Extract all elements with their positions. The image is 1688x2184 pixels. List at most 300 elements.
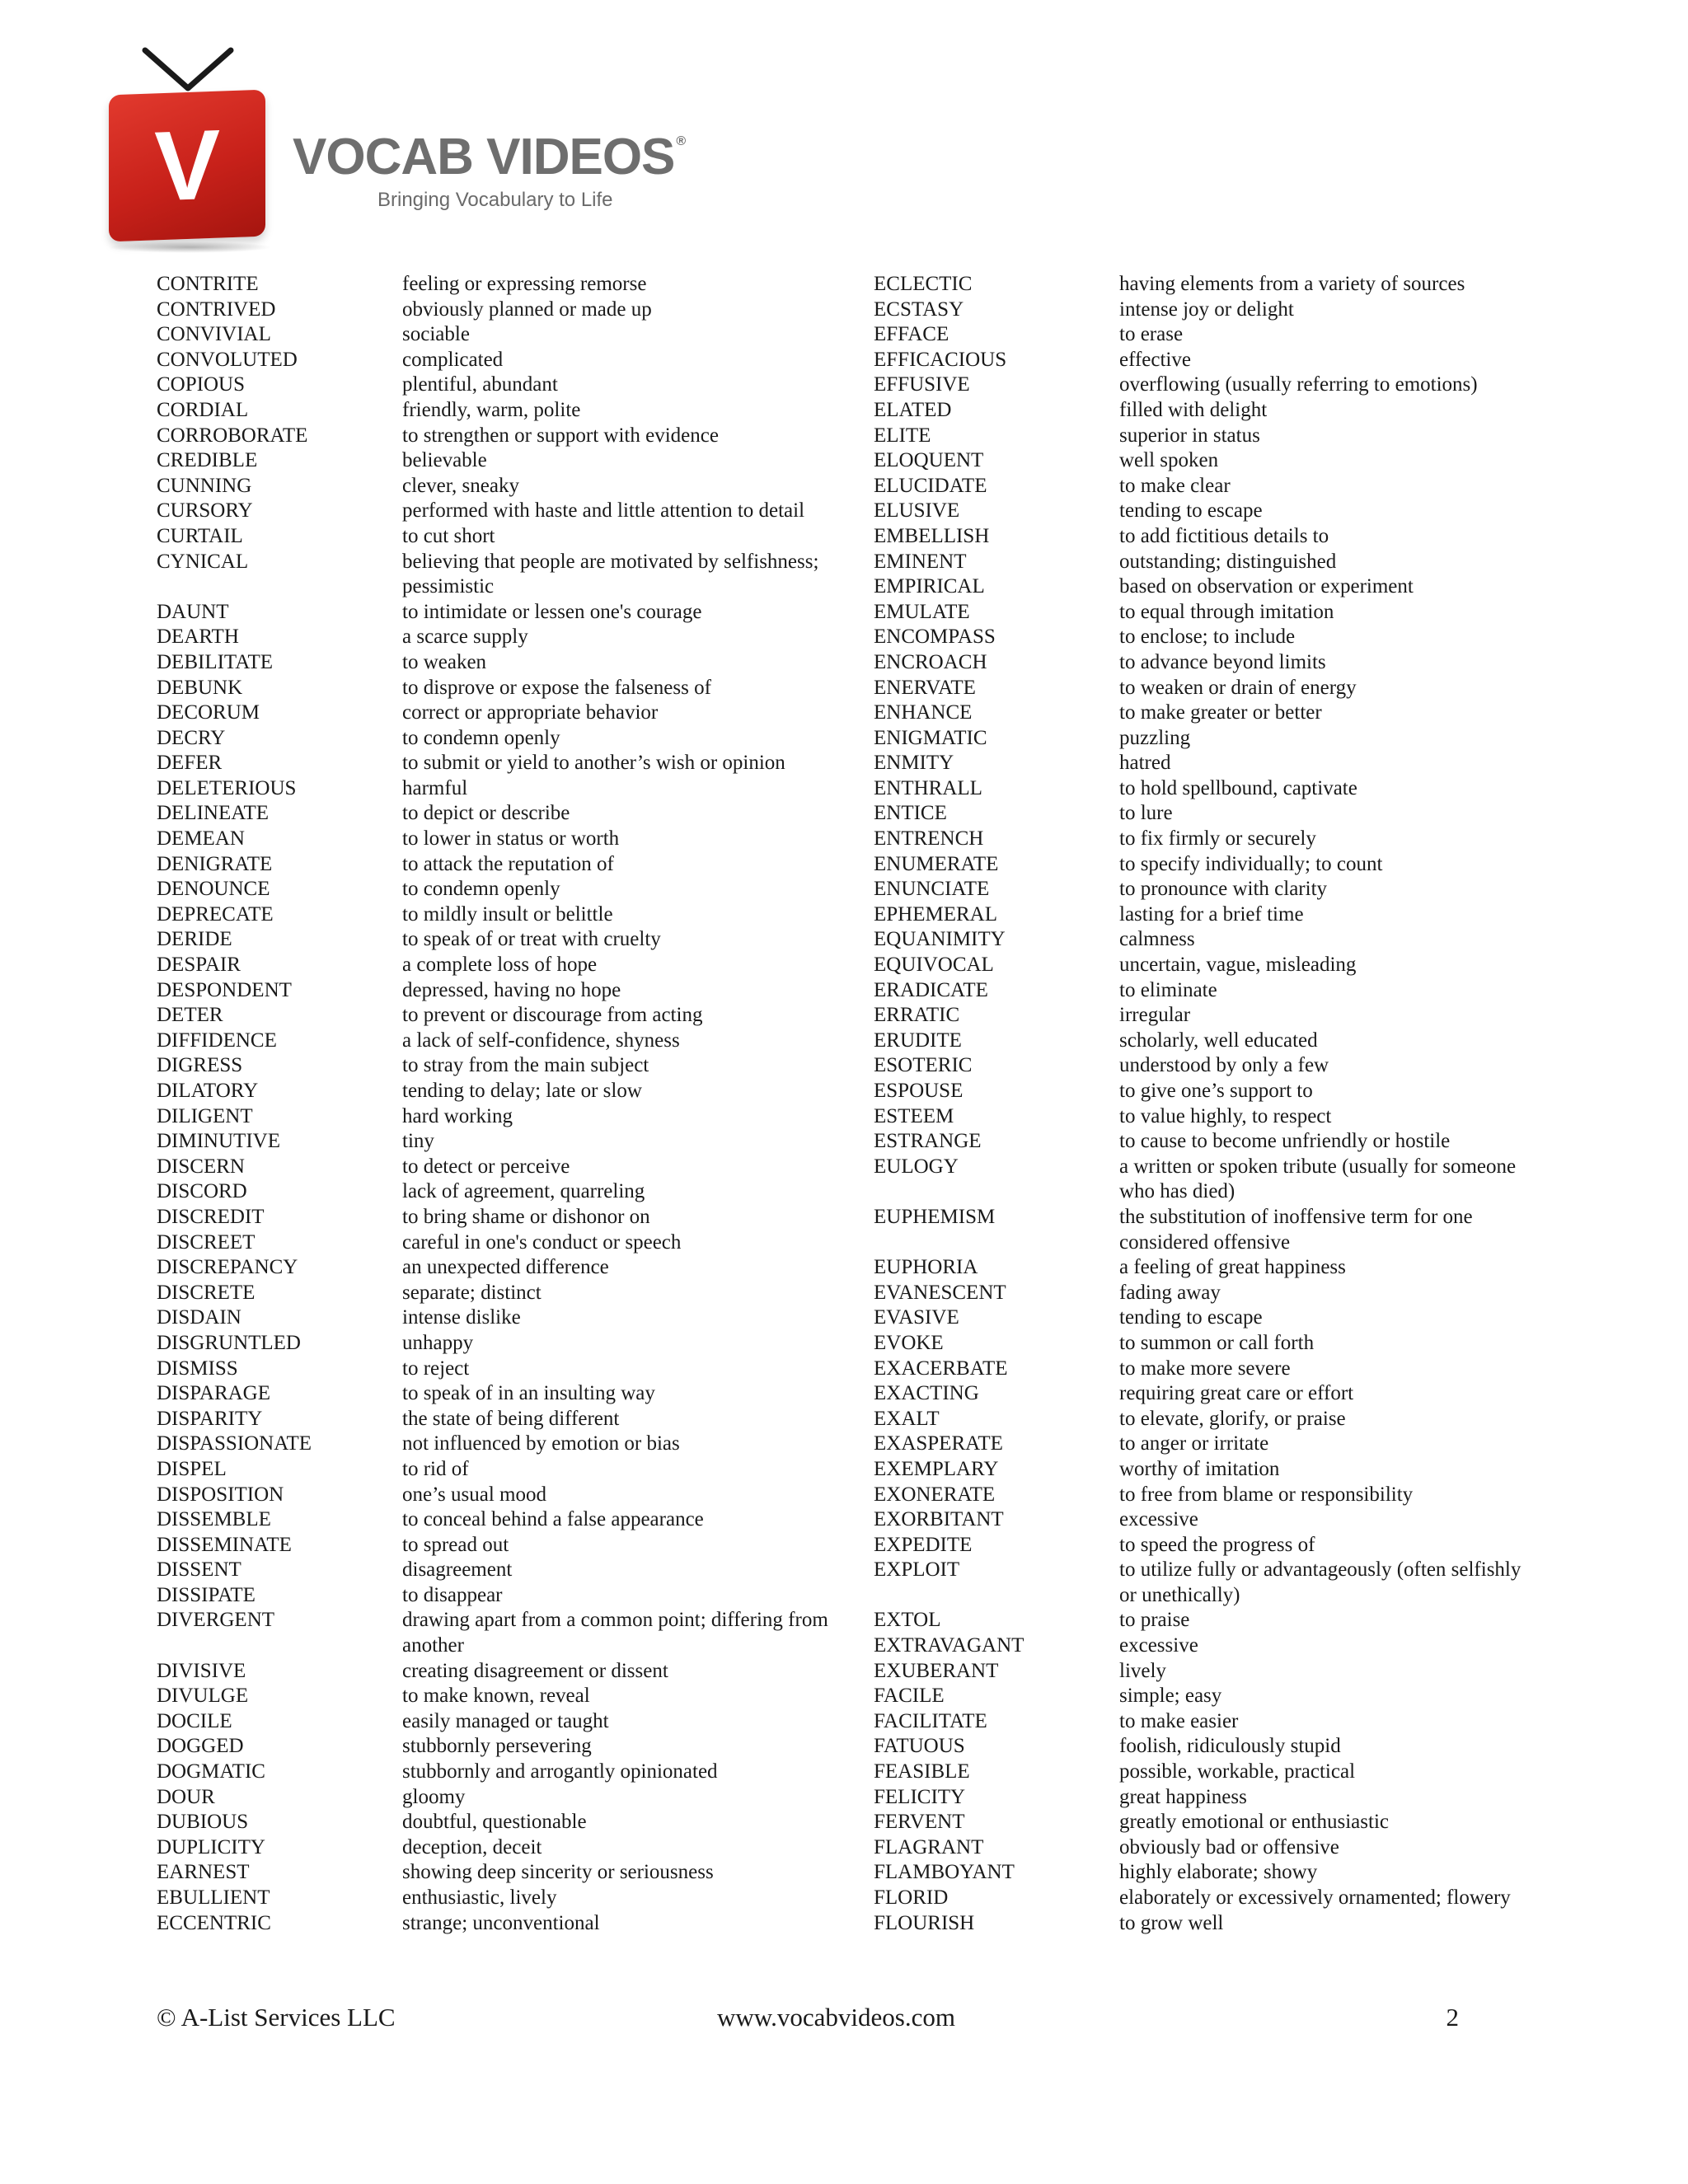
vocab-entry <box>874 1432 1566 1457</box>
vocab-word: EMULATE <box>874 600 970 623</box>
vocab-word: DEBUNK <box>157 676 243 699</box>
page-header <box>99 45 742 243</box>
vocab-entry <box>157 1886 874 1911</box>
vocab-entry <box>157 625 874 650</box>
vocab-word: EXPEDITE <box>874 1533 973 1556</box>
vocab-definition: to submit or yield to another’s wish or opinion <box>402 752 785 775</box>
vocab-entry <box>874 1281 1566 1306</box>
vocab-definition: believable <box>402 449 487 472</box>
vocab-entry <box>157 550 874 600</box>
vocab-definition: to lure <box>1119 802 1173 825</box>
vocab-entry <box>157 1684 874 1709</box>
vocab-word: EMPIRICAL <box>874 575 985 598</box>
vocab-definition: one’s usual mood <box>402 1483 546 1506</box>
vocab-definition: to attack the reputation of <box>402 852 614 875</box>
vocab-entry <box>157 927 874 953</box>
vocab-definition: obviously bad or offensive <box>1119 1835 1339 1858</box>
vocab-definition: calmness <box>1119 928 1195 951</box>
vocab-entry <box>157 1003 874 1029</box>
vocab-entry <box>874 1104 1566 1130</box>
vocab-definition: stubbornly and arrogantly opinionated <box>402 1760 718 1783</box>
vocab-definition: to detect or perceive <box>402 1155 570 1178</box>
word-list-right-column <box>874 272 1566 1936</box>
vocab-entry <box>157 1331 874 1357</box>
vocab-definition: to utilize fully or advantageously (often selfishly or unethically) <box>1119 1558 1522 1606</box>
vocab-definition: to condemn openly <box>402 726 560 749</box>
vocab-definition: simple; easy <box>1119 1685 1222 1708</box>
vocab-word: DEFER <box>157 752 223 775</box>
vocab-entry <box>874 524 1566 550</box>
vocab-word: ENTHRALL <box>874 776 982 799</box>
vocab-word: DECORUM <box>157 701 260 724</box>
vocab-entry <box>157 1179 874 1205</box>
vocab-word: COPIOUS <box>157 373 245 396</box>
vocab-word: ENIGMATIC <box>874 726 987 749</box>
vocab-definition: irregular <box>1119 1004 1191 1027</box>
vocab-definition: clever, sneaky <box>402 474 519 497</box>
vocab-definition: harmful <box>402 776 468 799</box>
vocab-definition: lasting for a brief time <box>1119 902 1304 926</box>
vocab-definition: to praise <box>1119 1609 1190 1632</box>
vocab-word: DILATORY <box>157 1080 259 1102</box>
vocab-entry <box>157 978 874 1004</box>
vocab-definition: a feeling of great happiness <box>1119 1256 1346 1279</box>
vocab-definition: gloomy <box>402 1785 466 1808</box>
vocab-entry <box>874 827 1566 852</box>
vocab-word: ESPOUSE <box>874 1080 964 1102</box>
vocab-definition: to free from blame or responsibility <box>1119 1483 1414 1506</box>
vocab-definition: doubtful, questionable <box>402 1811 587 1834</box>
vocab-entry <box>157 424 874 449</box>
vocab-entry <box>157 1457 874 1483</box>
vocab-entry <box>157 751 874 776</box>
vocab-word: DOGGED <box>157 1735 244 1758</box>
vocab-entry <box>157 298 874 323</box>
vocab-definition: hatred <box>1119 752 1171 775</box>
vocab-definition: careful in one's conduct or speech <box>402 1230 682 1254</box>
vocab-definition: outstanding; distinguished <box>1119 550 1337 573</box>
copyright-notice: © A-List Services LLC <box>157 2003 396 2032</box>
vocab-entry <box>874 801 1566 827</box>
vocab-entry <box>874 398 1566 424</box>
vocab-word: DEARTH <box>157 626 239 649</box>
vocab-entry <box>874 1079 1566 1104</box>
vocab-word: ELITE <box>874 424 931 447</box>
vocab-definition: superior in status <box>1119 424 1260 447</box>
vocab-entry <box>157 701 874 726</box>
vocab-word: CUNNING <box>157 474 252 497</box>
vocab-definition: the state of being different <box>402 1407 620 1430</box>
vocab-entry <box>157 1281 874 1306</box>
vocab-word: EVANESCENT <box>874 1281 1006 1304</box>
vocab-definition: to spread out <box>402 1533 509 1556</box>
vocab-word: ENCROACH <box>874 650 987 673</box>
vocab-word: DISCREDIT <box>157 1205 265 1228</box>
logo-letter: V <box>153 109 221 223</box>
vocab-definition: intense joy or delight <box>1119 298 1294 321</box>
vocab-word: DEPRECATE <box>157 902 274 926</box>
vocab-word: DENIGRATE <box>157 852 273 875</box>
vocab-word: ECSTASY <box>874 298 964 321</box>
vocab-entry <box>157 1507 874 1533</box>
vocab-entry <box>874 550 1566 575</box>
vocab-word: ELUCIDATE <box>874 474 987 497</box>
vocab-entry <box>874 1255 1566 1281</box>
vocab-definition: friendly, warm, polite <box>402 398 581 421</box>
vocab-entry <box>874 1507 1566 1533</box>
vocab-word: FATUOUS <box>874 1735 965 1758</box>
vocab-word: ENCOMPASS <box>874 626 996 649</box>
vocab-entry <box>874 1835 1566 1861</box>
vocab-definition: tending to delay; late or slow <box>402 1080 642 1102</box>
vocab-entry <box>874 1407 1566 1432</box>
vocab-definition: to make easier <box>1119 1709 1239 1732</box>
vocab-word: DISCREPANCY <box>157 1256 298 1279</box>
vocab-definition: foolish, ridiculously stupid <box>1119 1735 1341 1758</box>
vocab-entry <box>157 1230 874 1256</box>
vocab-word: FACILE <box>874 1685 945 1708</box>
vocab-entry <box>874 1911 1566 1937</box>
vocab-entry <box>874 1533 1566 1558</box>
vocab-definition: to disprove or expose the falseness of <box>402 676 711 699</box>
vocab-entry <box>874 448 1566 474</box>
vocab-word: DESPONDENT <box>157 978 292 1001</box>
page-footer <box>157 2003 1459 2036</box>
vocab-entry <box>157 801 874 827</box>
vocab-entry <box>874 272 1566 298</box>
vocab-word: DUPLICITY <box>157 1835 265 1858</box>
vocab-definition: to stray from the main subject <box>402 1054 649 1077</box>
vocab-definition: complicated <box>402 348 504 371</box>
vocab-definition: to speak of in an insulting way <box>402 1382 655 1405</box>
vocab-definition: lack of agreement, quarreling <box>402 1180 645 1203</box>
vocab-entry <box>157 1810 874 1835</box>
vocab-word: EUPHEMISM <box>874 1205 996 1228</box>
vocab-entry <box>874 1053 1566 1079</box>
vocab-word: EVASIVE <box>874 1306 959 1329</box>
vocab-definition: uncertain, vague, misleading <box>1119 954 1357 977</box>
vocab-word: FLAMBOYANT <box>874 1861 1015 1884</box>
vocab-word: EBULLIENT <box>157 1886 270 1909</box>
vocab-entry <box>874 1558 1566 1608</box>
vocab-entry <box>874 1608 1566 1633</box>
vocab-word: CONVOLUTED <box>157 348 298 371</box>
vocab-word: DISCORD <box>157 1180 247 1203</box>
vocab-word: EMINENT <box>874 550 967 573</box>
vocab-entry <box>157 902 874 928</box>
vocab-entry <box>874 676 1566 701</box>
vocab-word: DEBILITATE <box>157 650 274 673</box>
vocab-entry <box>874 1810 1566 1835</box>
vocab-word: ELATED <box>874 398 952 421</box>
vocab-definition: to disappear <box>402 1583 503 1606</box>
vocab-definition: to strengthen or support with evidence <box>402 424 719 447</box>
vocab-entry <box>157 1357 874 1382</box>
vocab-definition: to pronounce with clarity <box>1119 878 1328 901</box>
vocab-entry <box>157 776 874 802</box>
vocab-entry <box>874 1483 1566 1508</box>
vocab-entry <box>874 1357 1566 1382</box>
vocab-word: ECCENTRIC <box>157 1911 271 1934</box>
vocab-definition: tiny <box>402 1130 434 1153</box>
vocab-word: EXEMPLARY <box>874 1457 999 1480</box>
vocab-entry <box>157 1734 874 1760</box>
vocab-entry <box>874 348 1566 373</box>
vocab-entry <box>874 701 1566 726</box>
vocab-entry <box>157 650 874 676</box>
vocab-entry <box>874 751 1566 776</box>
vocab-word: DEMEAN <box>157 827 245 851</box>
vocab-definition: to weaken or drain of energy <box>1119 676 1357 699</box>
vocab-entry <box>874 978 1566 1004</box>
vocab-definition: understood by only a few <box>1119 1054 1329 1077</box>
vocab-word: DISDAIN <box>157 1306 241 1329</box>
vocab-word: EULOGY <box>874 1155 959 1178</box>
vocab-word: DISPARITY <box>157 1407 263 1430</box>
vocab-definition: to rid of <box>402 1457 469 1480</box>
vocab-word: EXUBERANT <box>874 1659 999 1682</box>
vocab-definition: to speed the progress of <box>1119 1533 1315 1556</box>
vocab-definition: to hold spellbound, captivate <box>1119 776 1357 799</box>
brand-tagline: Bringing Vocabulary to Life <box>377 189 613 211</box>
vocab-definition: to equal through imitation <box>1119 600 1334 623</box>
vocab-word: EXTOL <box>874 1609 941 1632</box>
vocab-definition: elaborately or excessively ornamented; flowery <box>1119 1886 1511 1909</box>
vocab-entry <box>157 322 874 348</box>
vocab-word: ERUDITE <box>874 1029 962 1052</box>
vocab-definition: to grow well <box>1119 1911 1224 1934</box>
vocab-word: ENERVATE <box>874 676 976 699</box>
vocab-definition: stubbornly persevering <box>402 1735 592 1758</box>
vocab-entry <box>157 1533 874 1558</box>
vocab-definition: excessive <box>1119 1634 1198 1657</box>
vocab-word: EXPLOIT <box>874 1558 960 1582</box>
vocab-definition: sociable <box>402 323 470 346</box>
vocab-word: DISSEMINATE <box>157 1533 292 1556</box>
vocab-word: EARNEST <box>157 1861 250 1884</box>
vocab-word: DISCERN <box>157 1155 245 1178</box>
vocab-word: DISGRUNTLED <box>157 1331 301 1354</box>
vocab-word: CYNICAL <box>157 550 249 573</box>
vocab-definition: a lack of self-confidence, shyness <box>402 1029 680 1052</box>
vocab-word: CORROBORATE <box>157 424 308 447</box>
vocab-word: CONTRITE <box>157 273 259 295</box>
vocab-entry <box>157 827 874 852</box>
vocab-word: DOGMATIC <box>157 1760 265 1783</box>
vocab-entry <box>874 1003 1566 1029</box>
vocab-word: DECRY <box>157 726 226 749</box>
vocab-definition: to weaken <box>402 650 487 673</box>
vocab-entry <box>874 1129 1566 1155</box>
vocab-definition: to bring shame or dishonor on <box>402 1205 650 1228</box>
vocab-definition: plentiful, abundant <box>402 373 558 396</box>
vocab-definition: having elements from a variety of sources <box>1119 273 1465 295</box>
vocab-definition: to eliminate <box>1119 978 1217 1001</box>
vocab-entry <box>157 600 874 626</box>
vocab-entry <box>157 1911 874 1937</box>
vocab-word: EMBELLISH <box>874 524 990 547</box>
vocab-entry <box>157 1079 874 1104</box>
vocab-definition: to conceal behind a false appearance <box>402 1508 704 1531</box>
vocab-definition: worthy of imitation <box>1119 1457 1280 1480</box>
vocab-entry <box>874 650 1566 676</box>
vocab-entry <box>874 927 1566 953</box>
vocab-word: ENTICE <box>874 802 947 825</box>
vocab-entry <box>157 726 874 752</box>
vocab-word: CURTAIL <box>157 524 243 547</box>
vocab-definition: enthusiastic, lively <box>402 1886 557 1909</box>
vocab-definition: correct or appropriate behavior <box>402 701 659 724</box>
vocab-word: FELICITY <box>874 1785 966 1808</box>
vocab-word: CURSORY <box>157 499 253 523</box>
vocab-entry <box>874 1457 1566 1483</box>
vocab-definition: intense dislike <box>402 1306 521 1329</box>
logo-shadow <box>107 241 272 253</box>
vocab-word: DISMISS <box>157 1357 238 1380</box>
vocab-entry <box>874 1305 1566 1331</box>
vocab-word: ELUSIVE <box>874 499 960 523</box>
vocab-entry <box>874 298 1566 323</box>
vocab-entry <box>157 852 874 878</box>
vocab-entry <box>874 1331 1566 1357</box>
vocab-entry <box>874 322 1566 348</box>
vocab-definition: not influenced by emotion or bias <box>402 1432 680 1455</box>
vocab-entry <box>874 625 1566 650</box>
vocab-entry <box>874 600 1566 626</box>
vocab-entry <box>874 902 1566 928</box>
vocab-entry <box>157 1129 874 1155</box>
vocab-entry <box>874 726 1566 752</box>
vocab-entry <box>874 1709 1566 1735</box>
vocab-word: DIMINUTIVE <box>157 1130 280 1153</box>
vocab-entry <box>157 1255 874 1281</box>
vocab-word: ESTRANGE <box>874 1130 982 1153</box>
vocab-entry <box>157 272 874 298</box>
vocab-word: FERVENT <box>874 1811 965 1834</box>
vocab-word: ELOQUENT <box>874 449 984 472</box>
vocab-definition: depressed, having no hope <box>402 978 621 1001</box>
vocab-entry <box>157 1608 874 1658</box>
vocab-word: ENMITY <box>874 752 954 775</box>
vocab-word: DISPARAGE <box>157 1382 271 1405</box>
vocab-word: EXALT <box>874 1407 940 1430</box>
vocab-definition: strange; unconventional <box>402 1911 600 1934</box>
vocab-word: DISSIPATE <box>157 1583 256 1606</box>
vocab-definition: effective <box>1119 348 1191 371</box>
vocab-word: ECLECTIC <box>874 273 973 295</box>
vocab-entry <box>874 776 1566 802</box>
vocab-definition: to reject <box>402 1357 470 1380</box>
vocab-word: EXASPERATE <box>874 1432 1003 1455</box>
vocab-definition: to specify individually; to count <box>1119 852 1383 875</box>
vocab-word: CONVIVIAL <box>157 323 271 346</box>
vocab-definition: fading away <box>1119 1281 1221 1304</box>
vocab-entry <box>157 676 874 701</box>
vocab-definition: to prevent or discourage from acting <box>402 1004 703 1027</box>
vocab-word: CORDIAL <box>157 398 249 421</box>
vocab-word: EFFACE <box>874 323 950 346</box>
vocab-word: DILIGENT <box>157 1104 253 1127</box>
vocab-entry <box>874 1659 1566 1685</box>
vocab-word: DISSEMBLE <box>157 1508 271 1531</box>
vocab-definition: to give one’s support to <box>1119 1080 1313 1102</box>
tv-antenna-icon <box>138 45 237 95</box>
vocab-definition: possible, workable, practical <box>1119 1760 1356 1783</box>
vocab-definition: to condemn openly <box>402 878 560 901</box>
vocab-definition: creating disagreement or dissent <box>402 1659 668 1682</box>
vocab-word: DIVERGENT <box>157 1609 275 1632</box>
vocab-definition: well spoken <box>1119 449 1219 472</box>
vocab-word: ESTEEM <box>874 1104 954 1127</box>
vocab-entry <box>157 1029 874 1054</box>
vocab-definition: a complete loss of hope <box>402 954 598 977</box>
vocab-definition: filled with delight <box>1119 398 1268 421</box>
vocab-definition: the substitution of inoffensive term for one considered offensive <box>1119 1205 1473 1254</box>
vocab-definition: to add fictitious details to <box>1119 524 1329 547</box>
vocab-definition: to intimidate or lessen one's courage <box>402 600 702 623</box>
vocab-definition: feeling or expressing remorse <box>402 273 647 295</box>
vocab-entry <box>874 1684 1566 1709</box>
vocab-definition: disagreement <box>402 1558 513 1582</box>
vocab-word: EVOKE <box>874 1331 944 1354</box>
vocab-word: DIVULGE <box>157 1685 249 1708</box>
vocab-entry <box>157 1432 874 1457</box>
vocab-definition: to elevate, glorify, or praise <box>1119 1407 1346 1430</box>
vocab-word: DOUR <box>157 1785 215 1808</box>
vocab-word: DERIDE <box>157 928 232 951</box>
vocab-word: DISCREET <box>157 1230 256 1254</box>
vocab-entry <box>157 877 874 902</box>
vocab-word: EXTRAVAGANT <box>874 1634 1025 1657</box>
vocab-entry <box>874 877 1566 902</box>
vocab-word: ENUMERATE <box>874 852 999 875</box>
vocab-entry <box>874 1785 1566 1811</box>
vocab-definition: to cause to become unfriendly or hostile <box>1119 1130 1451 1153</box>
vocab-word: DIVISIVE <box>157 1659 246 1682</box>
tv-logo-icon <box>109 90 265 242</box>
vocab-entry <box>874 1155 1566 1205</box>
vocab-entry <box>157 1760 874 1785</box>
page-number: 2 <box>1446 2003 1459 2032</box>
vocab-definition: highly elaborate; showy <box>1119 1861 1318 1884</box>
vocab-word: EPHEMERAL <box>874 902 997 926</box>
vocab-word: EUPHORIA <box>874 1256 978 1279</box>
vocab-entry <box>157 1709 874 1735</box>
vocab-definition: to fix firmly or securely <box>1119 827 1316 851</box>
vocab-entry <box>157 1053 874 1079</box>
vocab-definition: to summon or call forth <box>1119 1331 1315 1354</box>
vocab-definition: tending to escape <box>1119 1306 1263 1329</box>
vocab-word: ERRATIC <box>874 1004 960 1027</box>
brand-name: VOCAB VIDEOS <box>293 129 675 185</box>
vocab-word: ENTRENCH <box>874 827 984 851</box>
vocab-entry <box>157 448 874 474</box>
vocab-word: EXACERBATE <box>874 1357 1008 1380</box>
vocab-word: EFFICACIOUS <box>874 348 1007 371</box>
vocab-definition: based on observation or experiment <box>1119 575 1414 598</box>
vocab-definition: puzzling <box>1119 726 1191 749</box>
vocab-definition: greatly emotional or enthusiastic <box>1119 1811 1389 1834</box>
vocab-definition: lively <box>1119 1659 1166 1682</box>
vocab-word: ENHANCE <box>874 701 973 724</box>
vocab-definition: unhappy <box>402 1331 474 1354</box>
vocab-definition: obviously planned or made up <box>402 298 652 321</box>
vocab-word: DISPEL <box>157 1457 227 1480</box>
vocab-definition: drawing apart from a common point; differing from another <box>402 1609 828 1657</box>
vocab-entry <box>157 1305 874 1331</box>
vocab-word: EXORBITANT <box>874 1508 1004 1531</box>
vocab-definition: easily managed or taught <box>402 1709 609 1732</box>
